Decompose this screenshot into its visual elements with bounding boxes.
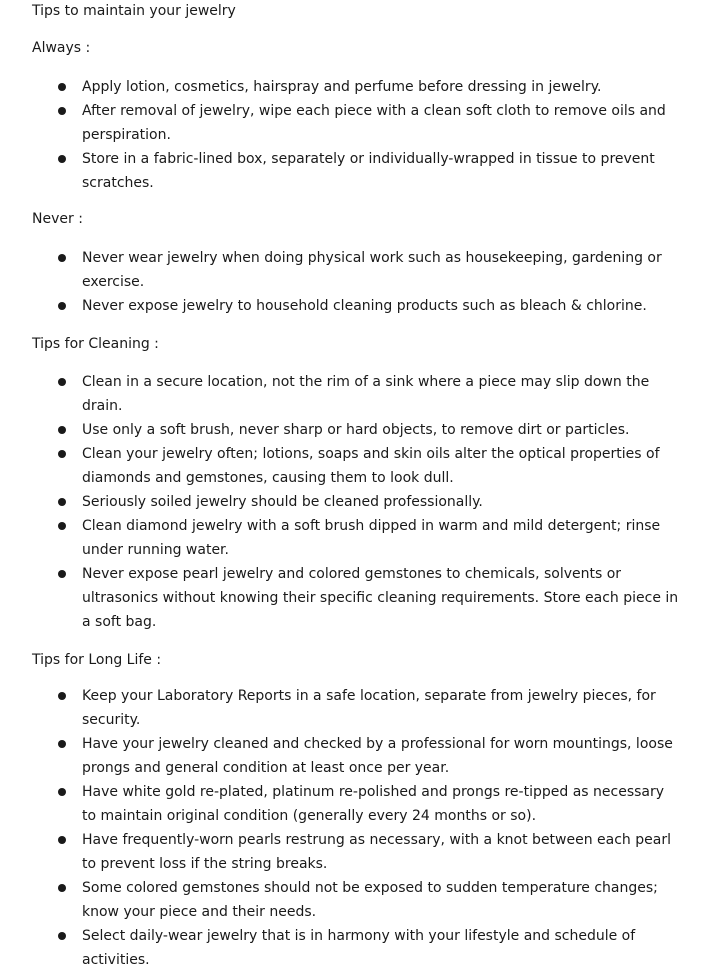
list-item: Clean your jewelry often; lotions, soaps and skin oils alter the optical properties of diamonds and gemstones, causing them to look dull.	[82, 446, 660, 486]
list-item: Select daily-wear jewelry that is in harmony with your lifestyle and schedule of activities.	[82, 928, 636, 968]
section-heading-never: Never :	[32, 211, 83, 227]
list-item: Apply lotion, cosmetics, hairspray and perfume before dressing in jewelry.	[82, 79, 602, 95]
bullet-icon	[58, 788, 66, 796]
list-item: Never expose jewelry to household cleaning products such as bleach & chlorine.	[82, 298, 647, 314]
bullet-icon	[58, 426, 66, 434]
list-item: Store in a fabric-lined box, separately or individually-wrapped in tissue to prevent scratches.	[82, 151, 655, 191]
bullet-icon	[58, 692, 66, 700]
bullet-icon	[58, 570, 66, 578]
bullet-icon	[58, 450, 66, 458]
list-item: Clean in a secure location, not the rim of a sink where a piece may slip down the drain.	[82, 374, 650, 414]
bullet-icon	[58, 83, 66, 91]
bullet-icon	[58, 740, 66, 748]
section-heading-cleaning: Tips for Cleaning :	[32, 336, 159, 352]
bullet-icon	[58, 302, 66, 310]
list-item: Never wear jewelry when doing physical work such as housekeeping, gardening or exercise.	[82, 250, 662, 290]
section-heading-long-life: Tips for Long Life :	[32, 652, 162, 668]
list-item: Seriously soiled jewelry should be cleaned professionally.	[82, 494, 483, 510]
list-item: After removal of jewelry, wipe each piece with a clean soft cloth to remove oils and perspiration.	[82, 103, 666, 143]
bullet-icon	[58, 107, 66, 115]
list-item: Have frequently-worn pearls restrung as necessary, with a knot between each pearl to prevent loss if the string breaks.	[82, 832, 671, 872]
bullet-icon	[58, 378, 66, 386]
list-item: Use only a soft brush, never sharp or hard objects, to remove dirt or particles.	[82, 422, 630, 438]
list-item: Some colored gemstones should not be exposed to sudden temperature changes; know your piece and their needs.	[82, 880, 658, 920]
list-item: Have your jewelry cleaned and checked by a professional for worn mountings, loose prongs and general condition at least once per year.	[82, 736, 673, 776]
bullet-icon	[58, 254, 66, 262]
bullet-icon	[58, 522, 66, 530]
bullet-icon	[58, 155, 66, 163]
bullet-icon	[58, 836, 66, 844]
list-item: Have white gold re-plated, platinum re-polished and prongs re-tipped as necessary to maintain original condition (generally every 24 months or so).	[82, 784, 665, 824]
bullet-icon	[58, 932, 66, 940]
list-item: Clean diamond jewelry with a soft brush dipped in warm and mild detergent; rinse under running water.	[82, 518, 661, 558]
list-item: Never expose pearl jewelry and colored gemstones to chemicals, solvents or ultrasonics without knowing their specific cleaning requirements. Store each piece in a soft bag.	[82, 566, 679, 630]
list-item: Keep your Laboratory Reports in a safe location, separate from jewelry pieces, for security.	[82, 688, 656, 728]
section-heading-always: Always :	[32, 40, 91, 56]
document-title: Tips to maintain your jewelry	[32, 3, 236, 19]
bullet-icon	[58, 498, 66, 506]
bullet-icon	[58, 884, 66, 892]
